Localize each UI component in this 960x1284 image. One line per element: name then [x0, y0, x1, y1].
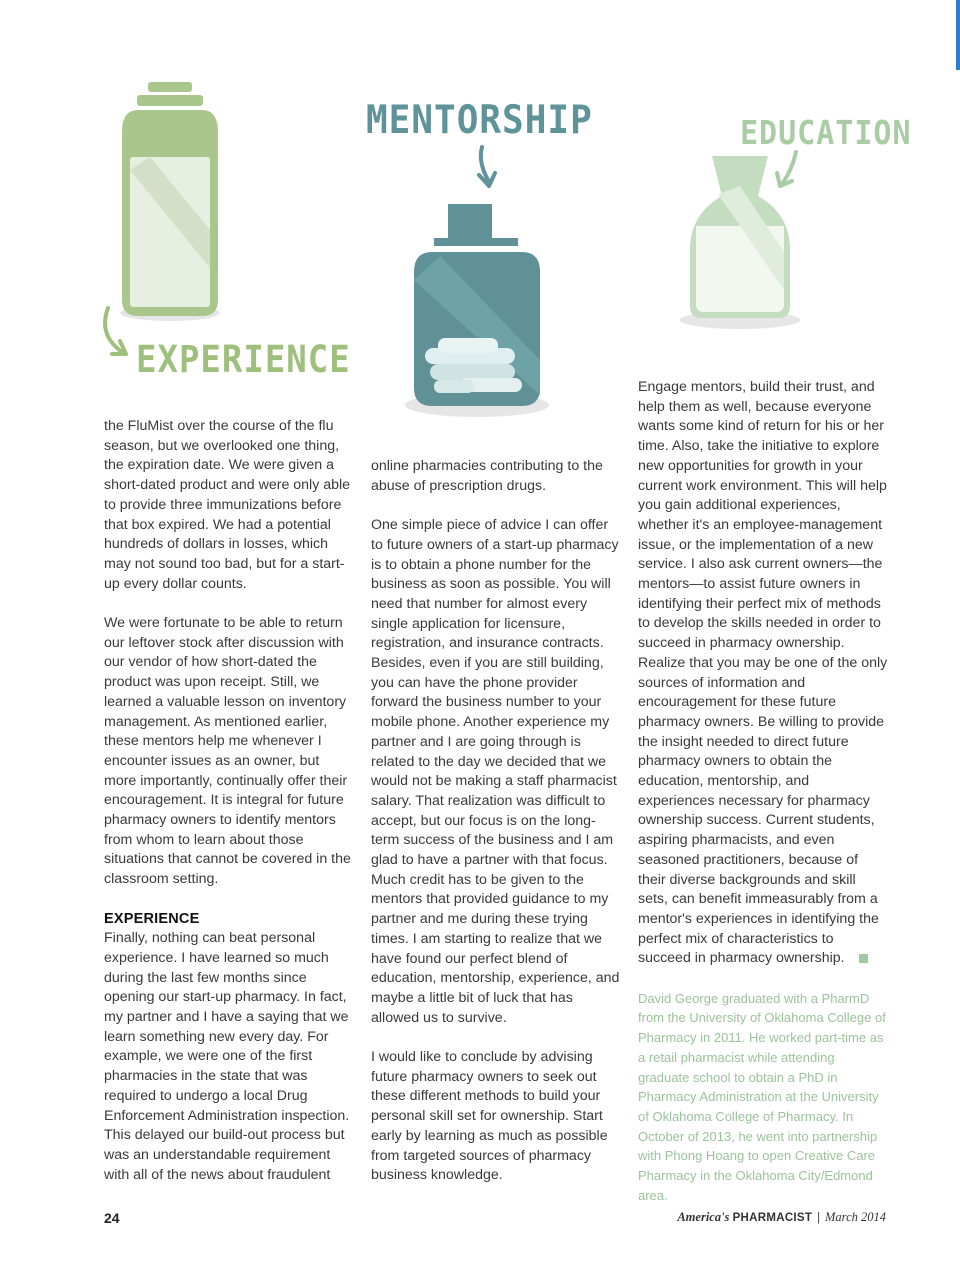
body-paragraph: We were fortunate to be able to return our leftover stock after discussion with our vendor of how short-dated the product was upon receipt. Still, we learned a valuable lesson on inventory management. As mentioned earlier, these mentors help me whenever I encounter issues as an owner, but more importantly, continually offer their encouragement. It is integral for future pharmacy owners to identify mentors from whom to learn about those situations that cannot be covered in the classroom setting.: [104, 615, 351, 888]
body-paragraph: online pharmacies contributing to the abuse of prescription drugs.: [371, 458, 603, 494]
article-column-1: [104, 417, 354, 1185]
magazine-name: PHARMACIST: [732, 1212, 813, 1224]
page-number: 24: [104, 1210, 120, 1226]
experience-bottle-icon: [120, 82, 220, 321]
body-paragraph: the FluMist over the course of the flu season, but we overlooked one thing, the expiration date. We were given a short-dated product and were only able to provide three immunizations before that box expired. We had a potential hundreds of dollars in losses, which may not sound too bad, but for a start-up every dollar counts.: [104, 418, 351, 592]
article-column-3: [638, 378, 888, 1225]
body-paragraph: One simple piece of advice I can offer to future owners of a start-up pharmacy is to obtain a phone number for the business as soon as possible. You will need that number for almost every single application for licensure, registration, and insurance contracts. Besides, even if you are still building, you can have the phone provider forward the business number to your mobile phone. Another experience my partner and I are going through is related to the day we decided that we would not be making a staff pharmacist salary. That realization was difficult to accept, but our focus is on the long-term success of the business and I am glad to have a partner with that focus. Much credit has to be given to the mentors that provided guidance to my partner and me during these trying times. I am starting to realize that we have found our perfect blend of education, mentorship, experience, and maybe a little bit of luck that has allowed us to survive.: [371, 517, 620, 1026]
footer-separator: |: [817, 1210, 820, 1224]
publication-footer: [677, 1210, 886, 1225]
closing-paragraph: [638, 378, 888, 969]
magazine-prefix: America's: [677, 1210, 730, 1224]
end-of-article-icon: [859, 954, 868, 963]
experience-label: EXPERIENCE: [136, 338, 351, 382]
mentorship-bottle-icon: [405, 204, 549, 417]
body-paragraph: Engage mentors, build their trust, and help them as well, because everyone wants some kind of return for his or her time. Also, take the initiative to explore new opportunities for growth in your current work environment. This will help you gain additional experiences, whether it's an employee-management issue, or the implementation of a new service. I also ask current owners—the mentors—to assist future owners in identifying their perfect mix of methods to develop the skills needed in order to succeed in pharmacy ownership. Realize that you may be one of the only sources of information and encouragement for these future pharmacy owners. Be willing to provide the insight needed to direct future pharmacy owners to obtain the education, mentorship, and experiences necessary for pharmacy ownership success. Current students, aspiring pharmacists, and even seasoned practitioners, because of their diverse backgrounds and skill sets, can benefit immeasurably from a mentor's experiences in identifying the perfect mix of characteristics to succeed in pharmacy ownership.: [638, 379, 888, 967]
issue-date: March 2014: [825, 1210, 886, 1224]
experience-arrow-icon: [105, 308, 122, 352]
mentorship-arrow-icon: [481, 147, 488, 180]
author-bio: David George graduated with a PharmD from the University of Oklahoma College of Pharmacy in 2011. He worked part-time as a retail pharmacist while attending graduate school to obtain a PhD in Pharmacy Administration at the University of Oklahoma College of Pharmacy. In October of 2013, he went into partnership with Phong Hoang to open Creative Care Pharmacy in the Oklahoma City/Edmond area.: [638, 990, 886, 1203]
section-heading: EXPERIENCE: [104, 910, 200, 927]
education-label: EDUCATION: [740, 114, 912, 153]
article-column-2: [371, 457, 621, 1206]
education-arrow-icon: [782, 152, 796, 184]
body-paragraph: I would like to conclude by advising future pharmacy owners to seek out these different methods to build your personal skill set for ownership. Start early by learning as much as possible from targeted sources of pharmacy business knowledge.: [371, 1049, 608, 1184]
mentorship-label: MENTORSHIP: [366, 97, 593, 144]
experience-section: [104, 910, 354, 1186]
body-paragraph: Finally, nothing can beat personal experience. I have learned so much during the last few months since opening our start-up pharmacy. In fact, my partner and I have a saying that we learn something new every day. For example, we were one of the first pharmacies in the state that was required to undergo a local Drug Enforcement Administration inspection. This delayed our build-out process but was an understandable requirement with all of the news about fraudulent: [104, 930, 350, 1183]
